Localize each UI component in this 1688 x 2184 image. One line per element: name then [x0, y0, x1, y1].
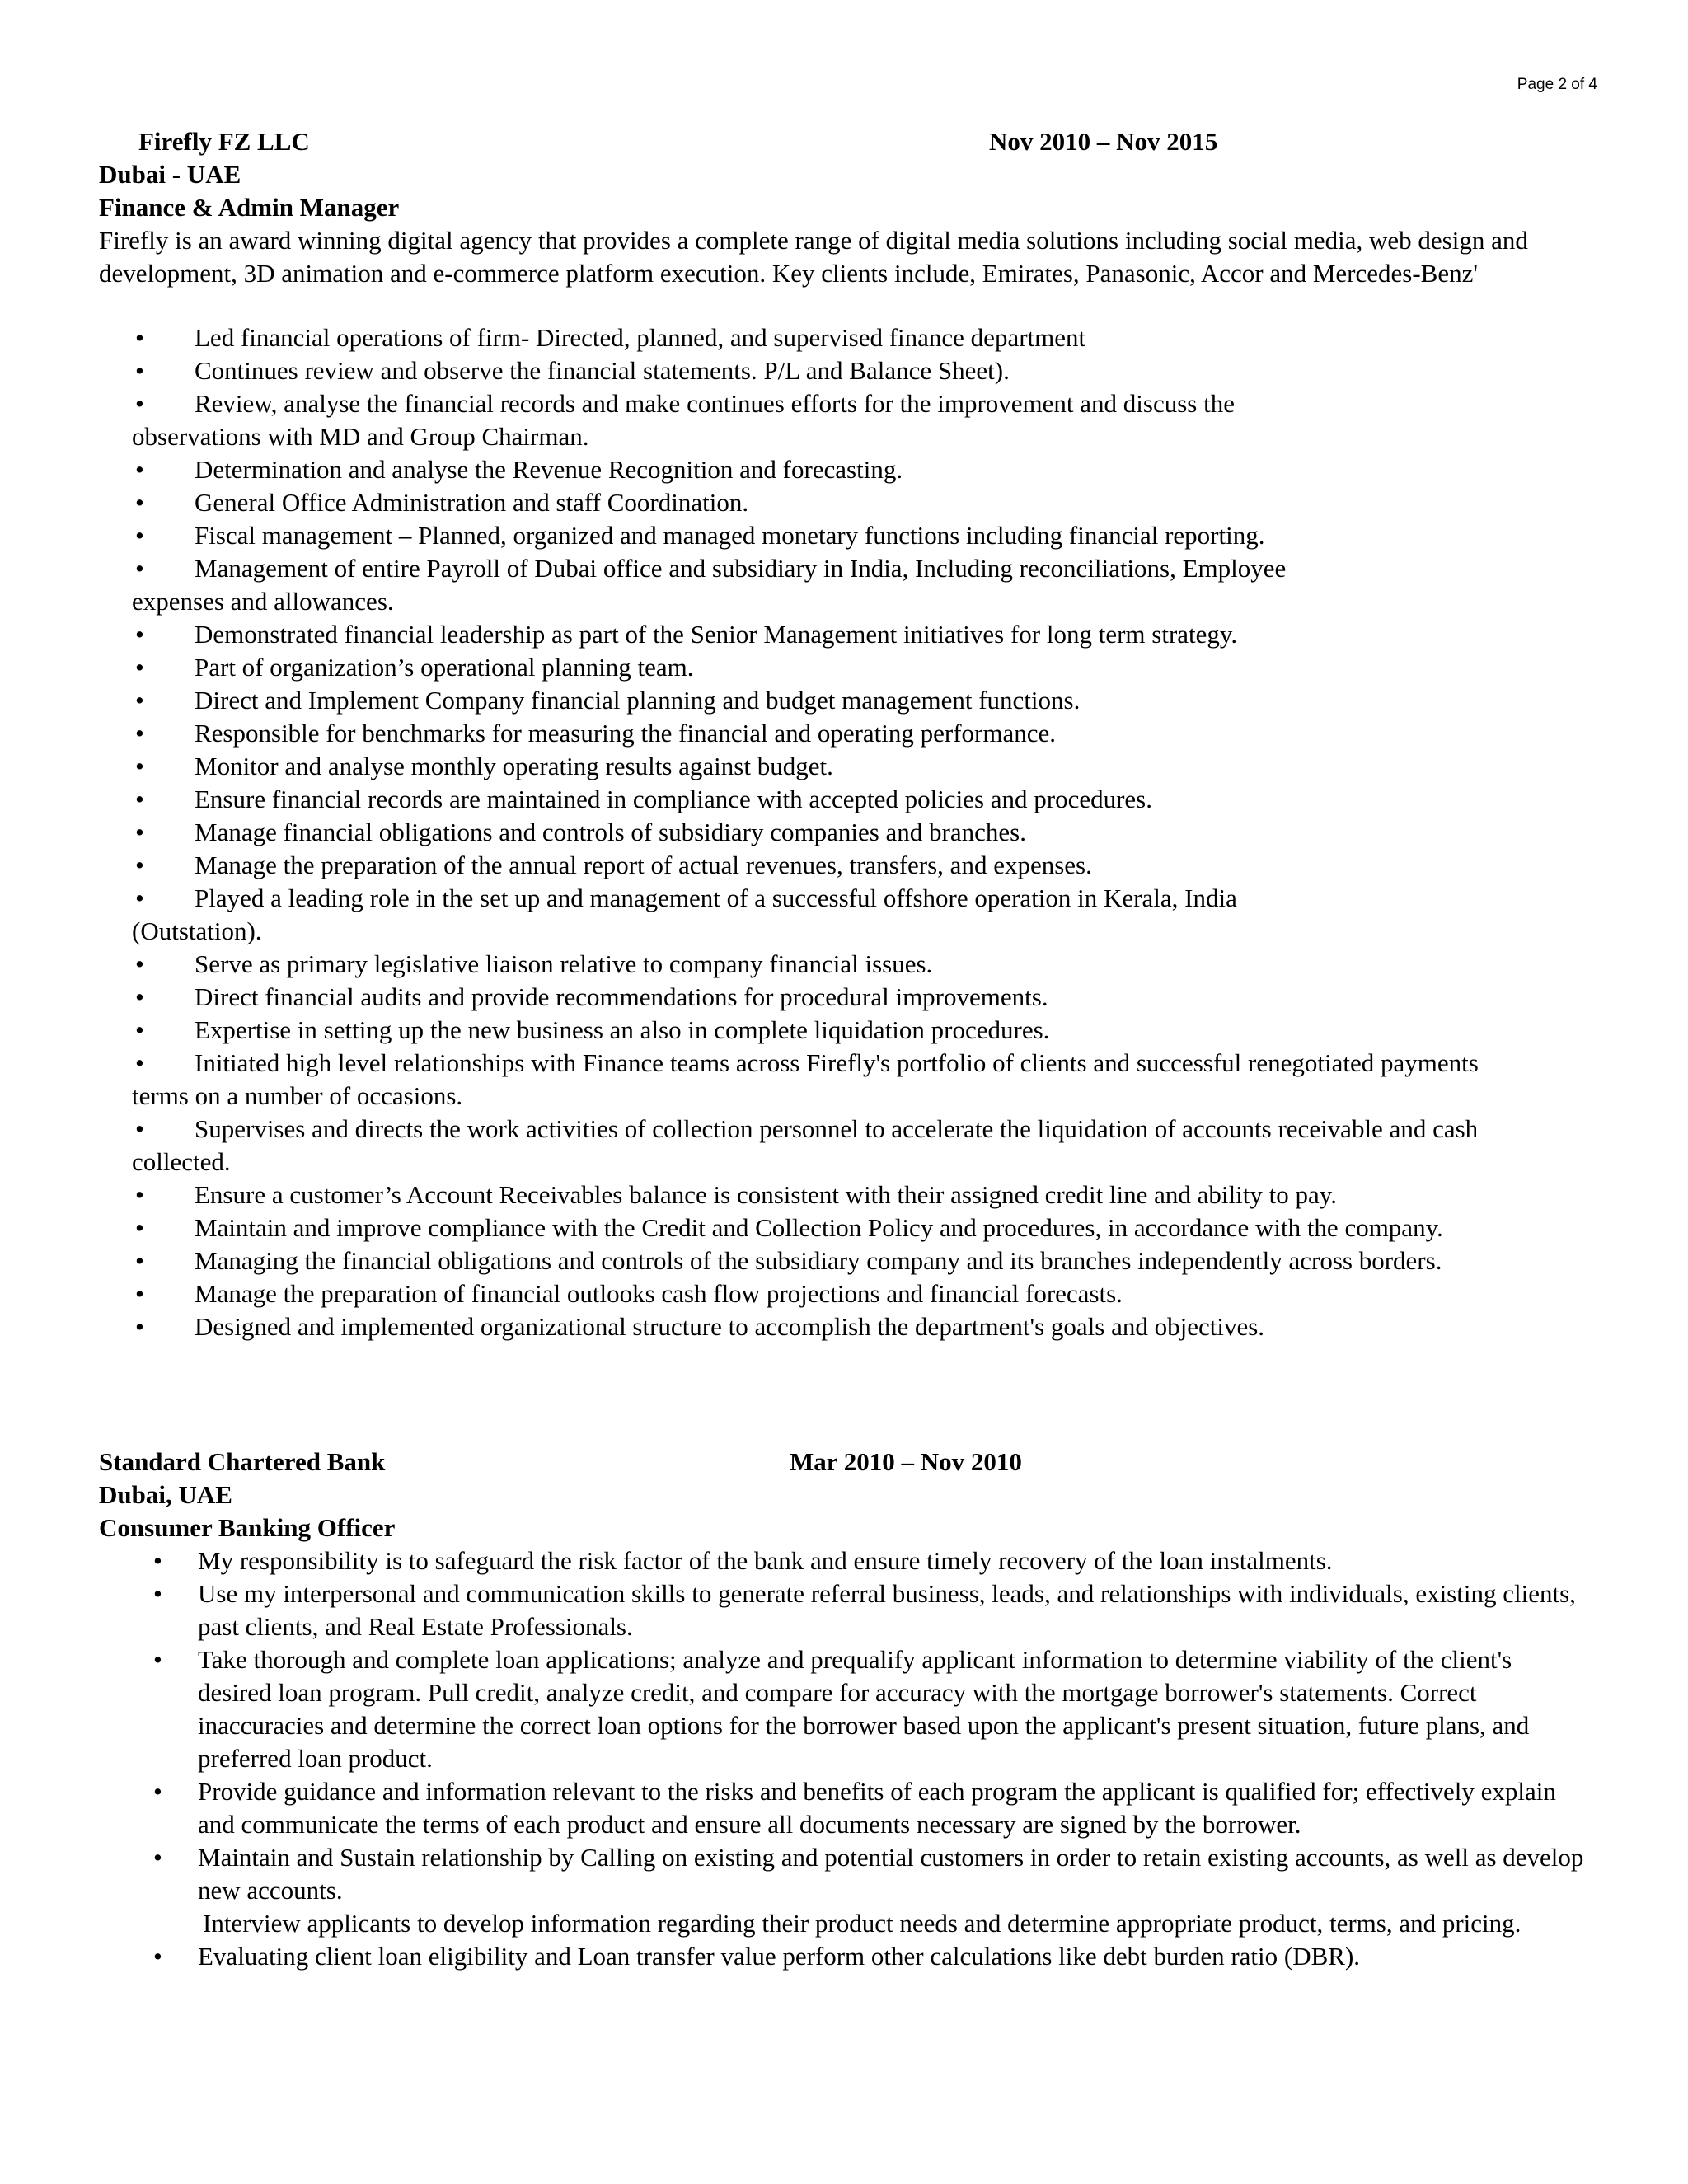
- bullet-continuation: terms on a number of occasions.: [132, 1081, 463, 1110]
- bullet-icon: •: [135, 686, 144, 715]
- bullet-icon: •: [135, 1114, 144, 1143]
- bullet-icon: •: [153, 1579, 162, 1608]
- bullet-text: Review, analyse the financial records and make continues efforts for the improvement and discuss the: [195, 389, 1235, 418]
- bullet-text: Continues review and observe the financial statements. P/L and Balance Sheet).: [195, 356, 1010, 385]
- bullet-icon: •: [153, 1942, 162, 1971]
- bullet-text: Provide guidance and information relevant to the risks and benefits of each program the applicant is qualified for; effectively explain and communicate the terms of each product and ensure all documents necessary are signed by the borrower.: [198, 1777, 1556, 1839]
- list-item: [99, 882, 1591, 948]
- bullet-icon: •: [135, 719, 144, 748]
- bullet-text: Led financial operations of firm- Directed, planned, and supervised finance department: [195, 323, 1086, 352]
- list-item: [99, 618, 1591, 651]
- list-item: [99, 816, 1591, 849]
- bullet-text: Management of entire Payroll of Dubai office and subsidiary in India, Including reconciliations, Employee: [195, 554, 1287, 583]
- list-item: [99, 948, 1591, 981]
- bullet-text: Direct and Implement Company financial planning and budget management functions.: [195, 686, 1081, 715]
- list-item: [99, 1940, 1591, 1973]
- list-item: [99, 552, 1591, 618]
- page-number: Page 2 of 4: [1517, 76, 1597, 93]
- bullet-text: Manage the preparation of the annual report of actual revenues, transfers, and expenses.: [195, 851, 1092, 879]
- bullet-text: Take thorough and complete loan applications; analyze and prequalify applicant information to determine viability of the client's desired loan program. Pull credit, analyze credit, and compare for accuracy with the mortgage borrower's statements. Correct inaccuracies and determine the correct loan options for the borrower based upon the applicant's present situation, future plans, and preferred loan product.: [198, 1645, 1530, 1773]
- bullet-icon: •: [135, 488, 144, 517]
- bullet-icon: •: [135, 1246, 144, 1275]
- bullet-text: Fiscal management – Planned, organized and managed monetary functions including financial reporting.: [195, 521, 1265, 550]
- bullet-text: Direct financial audits and provide recommendations for procedural improvements.: [195, 982, 1048, 1011]
- bullet-icon: •: [135, 1279, 144, 1308]
- employment-dates: Nov 2010 – Nov 2015: [989, 127, 1218, 156]
- list-item: [99, 321, 1591, 354]
- bullet-continuation: observations with MD and Group Chairman.: [132, 422, 589, 451]
- list-item: [99, 849, 1591, 882]
- bullet-text: Serve as primary legislative liaison relative to company financial issues.: [195, 949, 933, 978]
- bullet-text: Manage the preparation of financial outlooks cash flow projections and financial forecasts.: [195, 1279, 1123, 1308]
- bullet-icon: •: [135, 752, 144, 780]
- bullet-icon: •: [135, 1312, 144, 1341]
- bullet-icon: •: [135, 1015, 144, 1044]
- list-item: [99, 1775, 1591, 1841]
- list-item: [99, 1244, 1591, 1277]
- bullet-text: General Office Administration and staff Coordination.: [195, 488, 749, 517]
- bullet-text: Monitor and analyse monthly operating results against budget.: [195, 752, 833, 780]
- list-item: [99, 1577, 1591, 1643]
- bullet-text: Maintain and Sustain relationship by Calling on existing and potential customers in order to retain existing accounts, as well as develop new accounts.: [198, 1843, 1584, 1905]
- bullet-icon: •: [135, 521, 144, 550]
- list-item: [99, 1544, 1591, 1577]
- job-header: [99, 1446, 1591, 1479]
- list-item: [99, 1277, 1591, 1310]
- list-item: [99, 354, 1591, 387]
- job-header: [99, 125, 1591, 158]
- bullet-text: Use my interpersonal and communication skills to generate referral business, leads, and relationships with individuals, existing clients, past clients, and Real Estate Professionals.: [198, 1579, 1576, 1641]
- bullet-icon: •: [135, 818, 144, 846]
- employment-dates: Mar 2010 – Nov 2010: [790, 1447, 1022, 1476]
- list-item: [99, 519, 1591, 552]
- bullet-icon: •: [135, 883, 144, 912]
- bullet-icon: •: [135, 356, 144, 385]
- bullet-text: Maintain and improve compliance with the Credit and Collection Policy and procedures, in accordance with the company.: [195, 1213, 1443, 1242]
- bullet-icon: •: [135, 554, 144, 583]
- bullet-continuation: collected.: [132, 1147, 231, 1176]
- bullet-icon: •: [135, 1180, 144, 1209]
- company-description: Firefly is an award winning digital agency that provides a complete range of digital media solutions including social media, web design and development, 3D animation and e-commerce platform execution. Key clients include, Emirates, Panasonic, Accor and Mercedes-Benz': [99, 226, 1528, 288]
- bullet-text: Part of organization’s operational planning team.: [195, 653, 694, 682]
- bullet-icon: •: [135, 455, 144, 484]
- list-item: [99, 684, 1591, 717]
- bullet-text: Responsible for benchmarks for measuring the financial and operating performance.: [195, 719, 1057, 748]
- bullet-icon: •: [153, 1546, 162, 1575]
- bullet-icon: •: [153, 1843, 162, 1872]
- bullet-icon: •: [135, 785, 144, 813]
- list-item: [99, 486, 1591, 519]
- bullet-icon: •: [135, 620, 144, 649]
- bullet-text: Expertise in setting up the new business an also in complete liquidation procedures.: [195, 1015, 1050, 1044]
- list-item: [99, 1643, 1591, 1775]
- list-item: [99, 1113, 1591, 1179]
- list-item: [99, 1014, 1591, 1047]
- list-item: [99, 453, 1591, 486]
- job-location: Dubai - UAE: [99, 160, 241, 189]
- bullet-continuation: (Outstation).: [132, 916, 262, 945]
- bullet-text: Interview applicants to develop information regarding their product needs and determine appropriate product, terms, and pricing.: [203, 1909, 1522, 1938]
- list-item: [99, 651, 1591, 684]
- bullet-icon: •: [153, 1777, 162, 1806]
- bullet-text: Determination and analyse the Revenue Recognition and forecasting.: [195, 455, 903, 484]
- bullet-icon: •: [153, 1645, 162, 1674]
- bullet-text: Designed and implemented organizational structure to accomplish the department's goals and objectives.: [195, 1312, 1265, 1341]
- list-item: [99, 1212, 1591, 1244]
- bullet-icon: •: [135, 1048, 144, 1077]
- bullet-text: Played a leading role in the set up and management of a successful offshore operation in Kerala, India: [195, 883, 1237, 912]
- bullet-continuation: expenses and allowances.: [132, 587, 394, 616]
- bullet-icon: •: [135, 1213, 144, 1242]
- bullet-icon: •: [135, 323, 144, 352]
- job-standard-chartered: [99, 1446, 1591, 1973]
- list-item: [99, 387, 1591, 453]
- list-item: [99, 1179, 1591, 1212]
- list-item: [99, 1907, 1591, 1940]
- bullet-text: Ensure a customer’s Account Receivables balance is consistent with their assigned credit line and ability to pay.: [195, 1180, 1337, 1209]
- list-item: [99, 981, 1591, 1014]
- bullet-icon: •: [135, 653, 144, 682]
- list-item: [99, 1841, 1591, 1907]
- responsibilities-list: [99, 321, 1591, 1343]
- list-item: [99, 717, 1591, 750]
- bullet-text: Evaluating client loan eligibility and Loan transfer value perform other calculations like debt burden ratio (DBR).: [198, 1942, 1361, 1971]
- list-item: [99, 1047, 1591, 1113]
- list-item: [99, 783, 1591, 816]
- bullet-text: My responsibility is to safeguard the risk factor of the bank and ensure timely recovery of the loan instalments.: [198, 1546, 1333, 1575]
- bullet-text: Ensure financial records are maintained in compliance with accepted policies and procedures.: [195, 785, 1153, 813]
- list-item: [99, 1310, 1591, 1343]
- company-name: Standard Chartered Bank: [99, 1447, 386, 1476]
- bullet-icon: •: [135, 389, 144, 418]
- bullet-icon: •: [135, 949, 144, 978]
- job-firefly: [99, 125, 1591, 1343]
- job-title: Finance & Admin Manager: [99, 193, 400, 222]
- company-name: Firefly FZ LLC: [138, 127, 310, 156]
- bullet-text: Demonstrated financial leadership as part of the Senior Management initiatives for long term strategy.: [195, 620, 1238, 649]
- bullet-icon: •: [135, 982, 144, 1011]
- bullet-text: Managing the financial obligations and controls of the subsidiary company and its branches independently across borders.: [195, 1246, 1442, 1275]
- bullet-text: Manage financial obligations and controls of subsidiary companies and branches.: [195, 818, 1026, 846]
- responsibilities-list: [99, 1544, 1591, 1973]
- bullet-icon: •: [135, 851, 144, 879]
- bullet-text: Initiated high level relationships with Finance teams across Firefly's portfolio of clients and successful renegotiated payments: [195, 1048, 1479, 1077]
- job-location: Dubai, UAE: [99, 1480, 232, 1509]
- job-title: Consumer Banking Officer: [99, 1513, 396, 1542]
- list-item: [99, 750, 1591, 783]
- bullet-text: Supervises and directs the work activities of collection personnel to accelerate the liquidation of accounts receivable and cash: [195, 1114, 1479, 1143]
